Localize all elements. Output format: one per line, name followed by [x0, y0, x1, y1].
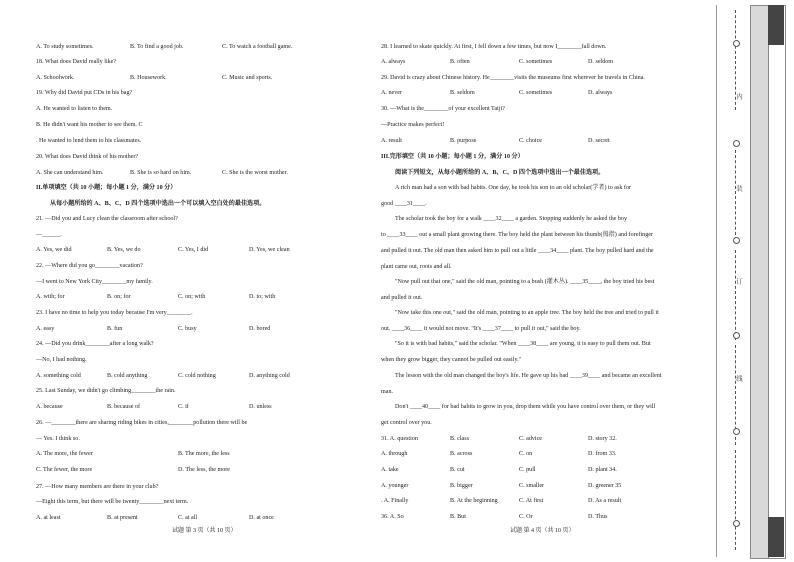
right-answer-option: C. smaller: [519, 483, 545, 489]
left-answer-option: A. with; for: [36, 294, 65, 300]
right-answer-option: D. from 33.: [588, 451, 617, 457]
binding-dash-3: [735, 250, 742, 340]
left-answer-option: B. Yes, we do: [107, 247, 141, 253]
binding-dark-block-top: [768, 5, 784, 45]
left-answer-option: D. Yes, we clean: [249, 247, 290, 253]
left-answer-option: A. something cold: [36, 373, 81, 379]
right-answer-option: D. secret: [588, 138, 610, 144]
right-answer-option: B. across: [450, 451, 473, 457]
right-answer-option: B. cut: [450, 467, 465, 473]
binding-hole-6: [733, 520, 740, 527]
left-answer-option: A. The more, the fewer: [36, 451, 93, 457]
binding-gray-strip: [750, 5, 770, 559]
right-answer-option: C. choice: [519, 138, 543, 144]
right-answer-option: A. take: [381, 467, 399, 473]
left-text-line: 24. —Did you drink________after a long walk?: [36, 341, 154, 347]
left-answer-option: D. bored: [249, 326, 271, 332]
right-answer-option: C. At first: [519, 498, 544, 504]
left-text-line: . He wanted to lend them to his classmates.: [36, 138, 142, 144]
left-answer-option: B. cold anything: [107, 373, 148, 379]
right-text-line: good ____31____.: [381, 201, 427, 207]
right-answer-option: D. As a result: [588, 498, 622, 504]
left-text-line: 21. —Did you and Lucy clean the classroom after school?: [36, 216, 178, 222]
left-answer-option: D. anything cold: [249, 373, 290, 379]
left-answer-option: D. unless: [249, 404, 272, 410]
right-answer-option: C. sometimes: [519, 90, 553, 96]
right-text-line: 29. David is crazy about Chinese history. He________visits the museums first wherever he travels in China.: [381, 75, 645, 81]
right-answer-option: D. story 32.: [588, 436, 617, 442]
left-text-line: 20. What does David think of his mother?: [36, 154, 139, 160]
left-answer-option: A. Yes, we did: [36, 247, 72, 253]
right-text-line: and pulled it out. The old man then asked him to pull out a little ____34____ plant. The boy pulled hard and the: [381, 248, 654, 254]
right-answer-option: A. through: [381, 451, 408, 457]
right-text-line: plant came out, roots and all.: [381, 264, 452, 270]
right-answer-option: 31. A. question: [381, 436, 418, 442]
right-text-line: III.完形填空（共 10 小题；每小题 1 分，满分 10 分）: [381, 154, 524, 160]
right-footer: 试题 第 4 页（共 10 页）: [510, 528, 575, 534]
right-answer-option: D. Thus: [588, 514, 608, 520]
left-answer-option: C. at all: [178, 515, 198, 521]
binding-dark-block-bottom: [768, 517, 784, 557]
right-text-line: to ____33____ out a small plant growing there. The boy held the plant between his thumb(拇指) and forefinger: [381, 232, 654, 238]
left-answer-option: C. Yes, I did: [178, 247, 209, 253]
binding-border-left: [716, 5, 721, 557]
right-answer-option: B. seldom: [450, 90, 475, 96]
right-text-line: The lesson with the old man changed the boy's life. He gave up his bad ____39____ and became an excellent: [395, 373, 662, 379]
binding-dash-2: [735, 150, 742, 240]
left-text-line: —Eight this term, but there will be twenty________next term.: [36, 499, 189, 505]
left-answer-option: B. at present: [107, 515, 138, 521]
left-text-line: —I went to New York City________my family.: [36, 279, 153, 285]
left-answer-option: B. The more, the less: [178, 451, 230, 457]
left-text-line: C. She is the worst mother.: [222, 170, 288, 176]
left-text-line: II.单项填空（共 10 小题；每小题 1 分，满分 10 分）: [36, 185, 177, 191]
left-text-line: C. Music and sports.: [222, 75, 273, 81]
binding-hole-2: [733, 140, 740, 147]
binding-white-strip: [768, 5, 786, 559]
right-text-line: "So it is with bad habits," said the scholar. "When ____38____ are young, it is easy to pull them out. But: [395, 341, 651, 347]
left-text-line: 从每小题所给的 A、B、C、D 四个选项中选出一个可以填入空白处的最佳选项。: [50, 201, 266, 207]
binding-label-3: 订: [735, 278, 743, 285]
right-answer-option: D. plant 34.: [588, 467, 617, 473]
right-text-line: out. ____36____ it would not move. "It's ____37____ to pull it out," said the boy.: [381, 326, 581, 332]
left-text-line: —No, I had nothing.: [36, 357, 87, 363]
right-answer-option: C. on: [519, 451, 533, 457]
left-text-line: A. To study sometimes.: [36, 44, 94, 50]
right-answer-option: . A. Finally: [381, 498, 409, 504]
right-answer-option: C. Or: [519, 514, 533, 520]
left-answer-option: C. cold nothing: [178, 373, 216, 379]
left-text-line: A. He wanted to listen to them.: [36, 106, 113, 112]
binding-label-2: 装: [735, 185, 743, 192]
right-text-line: "Now pull out that one," said the old man, pointing to a bush (灌木丛). ____35____, the boy tried his best: [395, 279, 655, 285]
left-footer: 试题 第 3 页（共 10 页）: [172, 528, 237, 534]
right-text-line: get control over you.: [381, 420, 432, 426]
left-answer-option: A. because: [36, 404, 63, 410]
right-answer-option: D. seldom: [588, 59, 614, 65]
binding-hole-4: [733, 332, 740, 339]
binding-label-4: 线: [735, 375, 743, 382]
right-answer-option: A. result: [381, 138, 402, 144]
left-answer-option: C. if: [178, 404, 189, 410]
left-answer-option: D. to; with: [249, 294, 276, 300]
left-answer-option: C. busy: [178, 326, 197, 332]
left-text-line: 18. What does David really like?: [36, 59, 117, 65]
left-answer-option: D. The less, the more: [178, 467, 231, 473]
binding-dash-5: [735, 450, 742, 550]
right-text-line: and pulled it out.: [381, 295, 423, 301]
left-text-line: C. To watch a football game.: [222, 44, 293, 50]
right-answer-option: 36. A. So: [381, 514, 404, 520]
left-answer-option: A. easy: [36, 326, 55, 332]
right-answer-option: C. pull: [519, 467, 536, 473]
left-text-line: —______.: [36, 232, 62, 238]
right-answer-option: A. never: [381, 90, 402, 96]
left-text-line: B. She is so hard on him.: [130, 170, 192, 176]
right-answer-option: B. At the beginning: [450, 498, 498, 504]
binding-hole-5: [733, 428, 740, 435]
right-answer-option: B. But: [450, 514, 466, 520]
right-text-line: 28. I learned to skate quickly. At first, I fell down a few times, but now I________fall down.: [381, 44, 607, 50]
right-answer-option: B. often: [450, 59, 470, 65]
right-answer-option: B. bigger: [450, 483, 473, 489]
left-text-line: 22. —Where did you go________vacation?: [36, 263, 143, 269]
left-answer-option: B. because of: [107, 404, 140, 410]
right-text-line: 阅读下列短文，从每小题所给的 A、B、C、D 四个选项中选出一个最佳选项。: [395, 170, 605, 176]
right-answer-option: A. always: [381, 59, 406, 65]
right-text-line: when they grow bigger, they cannot be pulled out easily.": [381, 357, 522, 363]
binding-hole-3: [733, 237, 740, 244]
right-text-line: Don't ____40____ for bad habits to grow in you, drop them while you have control over them, or they will: [395, 404, 656, 410]
left-answer-option: D. at once: [249, 515, 274, 521]
left-text-line: 19. Why did David put CDs in his bag?: [36, 90, 133, 96]
right-text-line: —Practice makes perfect!: [381, 122, 445, 128]
left-answer-option: B. fun: [107, 326, 123, 332]
right-answer-option: B. class: [450, 436, 469, 442]
left-text-line: 23. I have no time to help you today because I'm very________.: [36, 310, 193, 316]
left-text-line: A. She can understand him.: [36, 170, 104, 176]
binding-label-1: 内: [735, 93, 743, 100]
right-answer-option: C. advice: [519, 436, 543, 442]
left-answer-option: C. on; with: [178, 294, 206, 300]
left-text-line: 25. Last Sunday, we didn't go climbing________the rain.: [36, 388, 176, 394]
left-text-line: B. He didn't want his mother to see them. C: [36, 122, 143, 128]
right-answer-option: C. sometimes: [519, 59, 553, 65]
left-answer-option: B. on; for: [107, 294, 131, 300]
left-answer-option: A. at least: [36, 515, 61, 521]
left-text-line: 26. —________there are sharing riding bikes in cities,________pollution there will be: [36, 420, 248, 426]
left-text-line: 27. —How many members are there in your club?: [36, 484, 159, 490]
right-text-line: 30. —What is the________of your excellent Taiji?: [381, 106, 505, 112]
left-answer-option: C. The fewer, the more: [36, 467, 93, 473]
right-text-line: A rich man had a son with bad habits. One day, he took his son to an old scholar(学者) to ask for: [395, 185, 632, 191]
right-text-line: The scholar took the boy for a walk ____32____ a garden. Stopping suddenly he asked the boy: [395, 216, 628, 222]
right-text-line: "Now take this one out," said the old man, pointing to an apple tree. The boy held the tree and tried to pull it: [395, 310, 659, 316]
right-answer-option: B. purpose: [450, 138, 477, 144]
left-text-line: B. Housework.: [130, 75, 167, 81]
left-text-line: — Yes. I think so.: [36, 436, 80, 442]
right-answer-option: A. younger: [381, 483, 409, 489]
right-answer-option: D. greener 35: [588, 483, 622, 489]
right-answer-option: D. always: [588, 90, 613, 96]
right-text-line: man.: [381, 389, 394, 395]
left-text-line: B. To find a good job.: [130, 44, 184, 50]
binding-hole-1: [733, 40, 740, 47]
left-text-line: A. Schoolwork.: [36, 75, 75, 81]
binding-margin: [716, 0, 794, 562]
